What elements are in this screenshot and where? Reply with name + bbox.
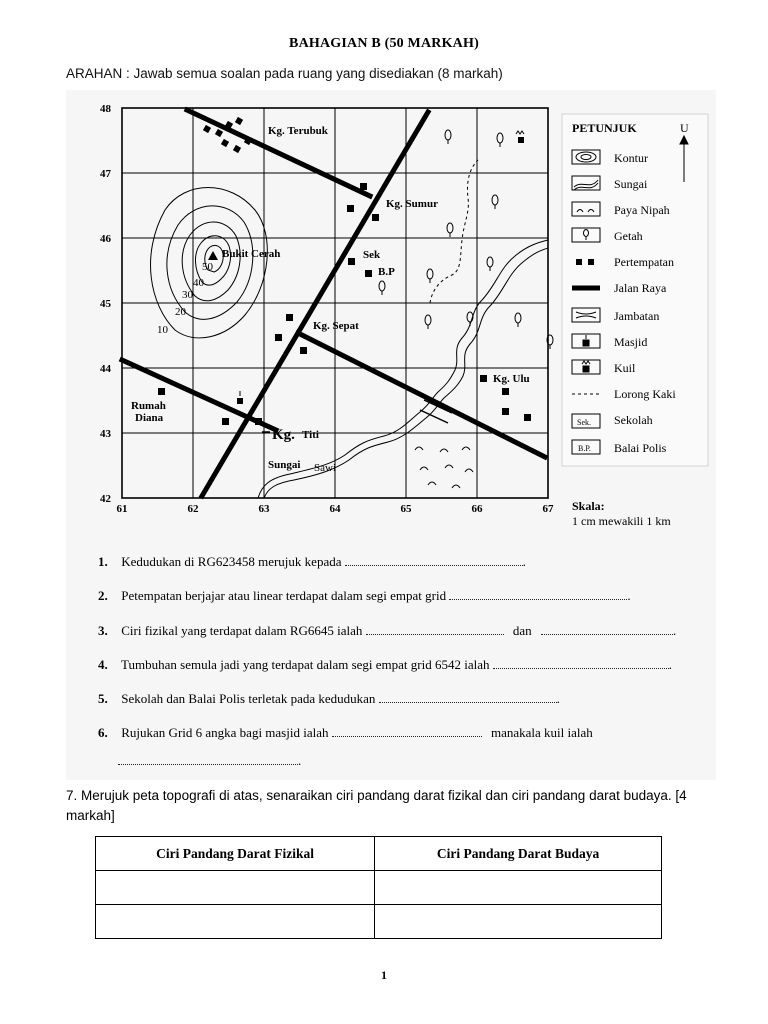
scale-text: 1 cm mewakili 1 km — [572, 514, 671, 528]
answer-blank[interactable] — [449, 587, 627, 600]
settlement-markers — [158, 117, 531, 425]
peak-triangle-icon — [208, 251, 218, 260]
paya-nipah-area — [415, 447, 473, 488]
place-kg-titi-b: Titi — [302, 429, 319, 441]
place-rumah: Rumah — [131, 400, 166, 412]
legend-label: Jalan Raya — [614, 281, 667, 295]
y-label: 43 — [100, 428, 111, 440]
rivers — [258, 240, 548, 498]
legend-label: Sekolah — [614, 413, 653, 427]
x-label: 67 — [542, 503, 554, 515]
legend-label: Balai Polis — [614, 441, 667, 455]
legend-label: Jambatan — [614, 309, 660, 323]
question-number: 4. — [98, 657, 108, 672]
legend-sek-symbol: Sek. — [577, 418, 591, 427]
answer-table — [95, 836, 662, 939]
contour-label: 40 — [193, 277, 204, 289]
question-number: 3. — [98, 623, 108, 638]
legend-label: Sungai — [614, 177, 648, 191]
contour-label: 10 — [157, 324, 168, 336]
x-label: 63 — [258, 503, 270, 515]
x-axis-labels — [117, 503, 555, 515]
question-mid: dan — [512, 623, 532, 638]
answer-cell[interactable] — [375, 905, 662, 939]
answer-blank[interactable] — [541, 622, 673, 635]
legend-label: Pertempatan — [614, 255, 674, 269]
question-text: Petempatan berjajar atau linear terdapat dalam segi empat grid — [121, 588, 447, 603]
place-sungai: Sungai — [268, 459, 301, 471]
answer-blank[interactable] — [366, 622, 504, 635]
question-number: 6. — [98, 725, 108, 740]
question-7: 7. Merujuk peta topografi di atas, senaraikan ciri pandang darat fizikal dan ciri pandang darat budaya. [4 markah] — [66, 788, 687, 823]
answer-cell[interactable] — [96, 871, 375, 905]
question-1 — [98, 553, 526, 570]
answer-cell[interactable] — [96, 905, 375, 939]
legend-label: Kuil — [614, 361, 636, 375]
page-number: 1 — [381, 968, 387, 982]
contour-label: 50 — [202, 261, 213, 273]
question-end: . — [627, 588, 631, 603]
y-label: 46 — [100, 233, 111, 245]
section-heading: BAHAGIAN B (50 MARKAH) — [289, 36, 479, 51]
place-kg-terubuk: Kg. Terubuk — [268, 125, 328, 137]
question-6 — [98, 724, 593, 741]
place-bp: B.P — [378, 266, 395, 278]
column-header-budaya: Ciri Pandang Darat Budaya — [375, 837, 662, 871]
instruction-text: ARAHAN : Jawab semua soalan pada ruang yang disediakan (8 markah) — [66, 66, 503, 81]
getah-icons — [379, 130, 553, 349]
x-label: 65 — [400, 503, 412, 515]
y-label: 44 — [100, 363, 111, 375]
contour-label: 30 — [182, 289, 193, 301]
question-end: . — [298, 753, 302, 768]
question-2 — [98, 587, 631, 604]
y-label: 45 — [100, 298, 111, 310]
y-label: 47 — [100, 168, 111, 180]
question-end: . — [556, 691, 560, 706]
answer-blank[interactable] — [345, 553, 523, 566]
question-text: Ciri fizikal yang terdapat dalam RG6645 ialah — [121, 623, 363, 638]
question-mid: manakala kuil ialah — [490, 725, 593, 740]
question-number: 5. — [98, 691, 108, 706]
x-label: 66 — [471, 503, 483, 515]
place-bukit-cerah: Bukit Cerah — [222, 248, 281, 260]
question-text: Tumbuhan semula jadi yang terdapat dalam segi empat grid 6542 ialah — [121, 657, 490, 672]
place-sawi: Sawi — [314, 462, 336, 474]
scale-title: Skala: — [572, 499, 605, 513]
question-5 — [98, 690, 560, 707]
masjid-icon — [237, 391, 243, 404]
map-grid — [122, 108, 548, 498]
question-end: . — [668, 657, 673, 672]
question-end: . — [522, 554, 526, 569]
x-label: 64 — [329, 503, 341, 515]
question-text: Sekolah dan Balai Polis terletak pada kedudukan — [121, 691, 376, 706]
place-diana: Diana — [135, 412, 164, 424]
north-label: U — [680, 121, 689, 135]
y-axis-labels — [100, 103, 112, 505]
y-label: 48 — [100, 103, 111, 115]
question-number: 1. — [98, 554, 108, 569]
question-number: 2. — [98, 588, 108, 603]
place-kg-titi-a: Kg. — [272, 427, 295, 443]
y-label: 42 — [100, 493, 111, 505]
footpath-line — [430, 160, 478, 303]
legend-title: PETUNJUK — [572, 121, 637, 135]
column-header-fizikal: Ciri Pandang Darat Fizikal — [96, 837, 375, 871]
answer-blank[interactable] — [332, 724, 482, 737]
place-sek: Sek — [363, 249, 381, 261]
kuil-icon — [516, 131, 524, 143]
x-label: 61 — [116, 503, 128, 515]
place-kg-sepat: Kg. Sepat — [313, 320, 359, 332]
legend-label: Getah — [614, 229, 643, 243]
map-legend — [562, 114, 708, 466]
answer-cell[interactable] — [375, 871, 662, 905]
answer-blank[interactable] — [379, 690, 557, 703]
answer-blank[interactable] — [493, 656, 669, 669]
legend-label: Masjid — [614, 335, 648, 349]
question-4 — [98, 656, 672, 673]
legend-label: Kontur — [614, 151, 648, 165]
question-text: Kedudukan di RG623458 merujuk kepada — [121, 554, 342, 569]
place-kg-sumur: Kg. Sumur — [386, 198, 438, 210]
legend-label: Lorong Kaki — [614, 387, 676, 401]
legend-label: Paya Nipah — [614, 203, 670, 217]
legend-bp-symbol: B.P. — [578, 444, 591, 453]
question-text: Rujukan Grid 6 angka bagi masjid ialah — [121, 725, 329, 740]
place-kg-ulu: Kg. Ulu — [493, 373, 530, 385]
contour-labels — [157, 261, 214, 336]
contour-label: 20 — [175, 306, 186, 318]
question-end: . — [672, 623, 677, 638]
answer-blank[interactable] — [118, 752, 298, 765]
question-6-continued — [118, 752, 301, 769]
x-label: 62 — [187, 503, 199, 515]
question-3 — [98, 622, 676, 639]
